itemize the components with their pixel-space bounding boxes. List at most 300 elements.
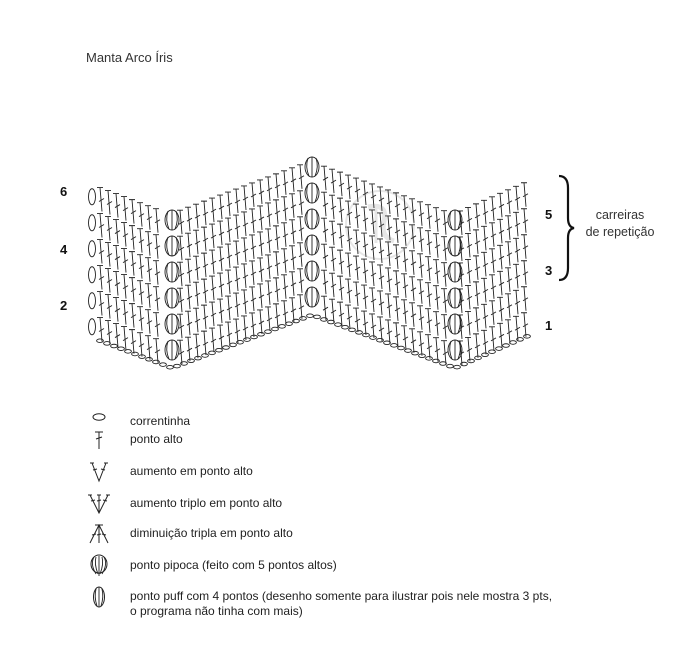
- double-crochet-stitch: [233, 241, 240, 265]
- double-crochet-stitch: [137, 281, 144, 305]
- double-crochet-stitch: [441, 237, 448, 261]
- double-crochet-stitch: [153, 313, 160, 337]
- double-crochet-stitch: [465, 233, 472, 257]
- double-crochet-stitch: [113, 220, 120, 244]
- double-crochet-stitch: [425, 257, 432, 281]
- double-crochet-stitch: [505, 320, 512, 344]
- double-crochet-stitch: [505, 190, 512, 214]
- double-crochet-stitch: [217, 325, 224, 349]
- double-crochet-stitch: [465, 285, 472, 309]
- double-crochet-stitch: [105, 191, 112, 215]
- double-crochet-stitch: [425, 283, 432, 307]
- double-crochet-stitch: [465, 259, 472, 283]
- double-crochet-stitch: [257, 258, 264, 282]
- foundation-chain-stitch: [188, 359, 195, 363]
- popcorn-stitch-detail: [307, 209, 318, 229]
- popcorn-stitch-detail: [307, 287, 318, 307]
- popcorn-stitch-detail: [167, 314, 178, 334]
- double-crochet-stitch: [393, 297, 400, 321]
- legend-label-popcorn: ponto pipoca (feito com 5 pontos altos): [130, 558, 337, 572]
- double-crochet-stitch: [105, 243, 112, 267]
- double-crochet-stitch: [401, 274, 408, 298]
- double-crochet-stitch: [521, 183, 528, 207]
- double-crochet-stitch: [489, 275, 496, 299]
- foundation-chain-stitch: [482, 353, 489, 357]
- double-crochet-stitch: [225, 218, 232, 242]
- repeat-label-line-1: carreiras: [595, 208, 645, 222]
- double-crochet-stitch: [233, 189, 240, 213]
- double-crochet-stitch: [249, 261, 256, 285]
- double-crochet-stitch: [217, 221, 224, 245]
- foundation-chain-stitch: [314, 315, 321, 319]
- foundation-chain-stitch: [286, 322, 293, 326]
- double-crochet-stitch: [185, 285, 192, 309]
- puff-stitch: [89, 293, 96, 309]
- double-crochet-stitch: [177, 210, 184, 234]
- double-crochet-stitch: [265, 229, 272, 253]
- double-crochet-stitch: [145, 310, 152, 334]
- double-crochet-stitch: [281, 197, 288, 221]
- double-crochet-stitch: [97, 240, 104, 264]
- double-crochet-stitch: [201, 201, 208, 225]
- foundation-chain-stitch: [279, 325, 286, 329]
- double-crochet-stitch: [441, 341, 448, 365]
- popcorn-stitch-detail: [450, 236, 461, 256]
- popcorn-stitch-detail: [307, 261, 318, 281]
- double-crochet-stitch: [249, 209, 256, 233]
- puff-stitch: [89, 267, 96, 283]
- double-crochet-stitch: [145, 336, 152, 360]
- double-crochet-stitch: [289, 220, 296, 244]
- popcorn-stitch-icon: [86, 554, 112, 578]
- popcorn-stitch-detail: [450, 288, 461, 308]
- row-number-1: 1: [545, 318, 553, 333]
- row-number-3: 3: [545, 263, 553, 278]
- double-crochet-stitch: [281, 223, 288, 247]
- double-crochet-stitch: [249, 235, 256, 259]
- double-crochet-stitch: [177, 314, 184, 338]
- double-crochet-stitch: [521, 287, 528, 311]
- double-crochet-stitch: [369, 288, 376, 312]
- double-crochet-stitch: [225, 270, 232, 294]
- double-crochet-stitch: [497, 323, 504, 347]
- foundation-chain-stitch: [202, 354, 209, 358]
- popcorn-stitch-detail: [167, 210, 178, 230]
- double-crochet-stitch: [289, 298, 296, 322]
- double-crochet-stitch: [329, 195, 336, 219]
- double-crochet-stitch: [329, 169, 336, 193]
- popcorn-stitch-detail: [450, 262, 461, 282]
- double-crochet-stitch: [513, 212, 520, 236]
- row-number-6: 6: [60, 184, 68, 199]
- double-crochet-stitch: [193, 334, 200, 358]
- double-crochet-stitch: [337, 276, 344, 300]
- double-crochet-stitch: [185, 259, 192, 283]
- foundation-chain-stitch: [146, 357, 153, 361]
- double-crochet-stitch: [481, 252, 488, 276]
- double-crochet-stitch: [273, 226, 280, 250]
- double-crochet-stitch: [505, 294, 512, 318]
- double-crochet-stitch: [257, 180, 264, 204]
- double-crochet-stitch: [249, 287, 256, 311]
- double-crochet-stitch: [105, 295, 112, 319]
- double-crochet-stitch: [217, 247, 224, 271]
- repeat-rows-label: [580, 207, 660, 241]
- double-crochet-stitch: [505, 216, 512, 240]
- double-crochet-stitch: [145, 232, 152, 256]
- double-crochet-stitch: [473, 308, 480, 332]
- foundation-chain-stitch: [300, 317, 307, 321]
- double-crochet-stitch: [409, 277, 416, 301]
- double-crochet-stitch: [377, 265, 384, 289]
- double-crochet-stitch: [217, 299, 224, 323]
- double-crochet-stitch: [473, 334, 480, 358]
- foundation-chain-stitch: [524, 335, 531, 339]
- double-crochet-stitch: [193, 308, 200, 332]
- double-crochet-stitch: [241, 238, 248, 262]
- double-crochet-stitch: [121, 249, 128, 273]
- double-crochet-stitch: [241, 316, 248, 340]
- double-crochet-stitch: [369, 314, 376, 338]
- double-crochet-stitch: [209, 328, 216, 352]
- double-crochet-stitch: [497, 219, 504, 243]
- puff-stitch: [89, 189, 96, 205]
- row-number-4: 4: [60, 242, 68, 257]
- double-crochet-stitch: [329, 247, 336, 271]
- puff-stitch: [89, 319, 96, 335]
- foundation-chain-stitch: [223, 346, 230, 350]
- double-crochet-stitch: [113, 194, 120, 218]
- foundation-chain-stitch: [398, 346, 405, 350]
- double-crochet-stitch: [145, 206, 152, 230]
- double-crochet-stitch: [521, 235, 528, 259]
- double-crochet-stitch: [489, 223, 496, 247]
- double-crochet-stitch: [185, 337, 192, 361]
- foundation-chain-stitch: [258, 333, 265, 337]
- double-crochet-stitch: [297, 191, 304, 215]
- double-crochet-stitch: [417, 280, 424, 304]
- double-crochet-stitch: [513, 264, 520, 288]
- double-crochet-stitch: [281, 275, 288, 299]
- double-crochet-stitch: [233, 293, 240, 317]
- double-crochet-stitch: [497, 193, 504, 217]
- double-crochet-stitch: [185, 233, 192, 257]
- double-crochet-stitch: [209, 198, 216, 222]
- double-crochet-stitch: [433, 208, 440, 232]
- double-crochet-stitch: [329, 299, 336, 323]
- popcorn-stitch-detail: [450, 340, 461, 360]
- double-crochet-stitch: [225, 296, 232, 320]
- foundation-chain-stitch: [118, 347, 125, 351]
- double-crochet-stitch: [361, 285, 368, 309]
- double-crochet-stitch: [521, 261, 528, 285]
- double-crochet-stitch: [481, 304, 488, 328]
- double-crochet-stitch: [265, 307, 272, 331]
- double-crochet-stitch: [153, 209, 160, 233]
- foundation-chain-stitch: [167, 365, 174, 369]
- double-crochet-stitch: [129, 252, 136, 276]
- foundation-chain-stitch: [412, 351, 419, 355]
- double-crochet-stitch: [433, 338, 440, 362]
- double-crochet-stitch: [489, 301, 496, 325]
- foundation-chain-stitch: [356, 331, 363, 335]
- double-crochet-stitch: [193, 256, 200, 280]
- double-crochet-stitch: [281, 301, 288, 325]
- double-crochet-stitch: [441, 289, 448, 313]
- double-crochet-stitch: [233, 215, 240, 239]
- double-crochet-stitch: [481, 278, 488, 302]
- triple-increase-icon: [86, 492, 112, 516]
- double-crochet-stitch: [417, 306, 424, 330]
- double-crochet-stitch: [473, 204, 480, 228]
- double-crochet-stitch: [289, 246, 296, 270]
- double-crochet-stitch: [193, 204, 200, 228]
- double-crochet-stitch: [121, 223, 128, 247]
- watermark-logo: [340, 185, 420, 265]
- double-crochet-stitch: [433, 234, 440, 258]
- double-crochet-stitch: [289, 194, 296, 218]
- triple-decrease-icon: [86, 522, 112, 546]
- double-crochet-stitch: [177, 340, 184, 364]
- double-crochet-stitch: [513, 238, 520, 262]
- double-crochet-stitch: [241, 264, 248, 288]
- double-crochet-stitch: [481, 330, 488, 354]
- double-crochet-stitch: [465, 337, 472, 361]
- double-crochet-stitch: [321, 218, 328, 242]
- double-crochet-stitch: [201, 227, 208, 251]
- foundation-chain-stitch: [230, 343, 237, 347]
- double-crochet-stitch: [217, 195, 224, 219]
- double-crochet-stitch: [433, 286, 440, 310]
- double-crochet-stitch: [241, 290, 248, 314]
- legend-item-inc: [86, 460, 646, 484]
- foundation-chain-stitch: [510, 341, 517, 345]
- double-crochet-stitch: [321, 192, 328, 216]
- double-crochet-stitch: [257, 232, 264, 256]
- foundation-chain-stitch: [174, 364, 181, 368]
- double-crochet-stitch: [377, 317, 384, 341]
- diagram-title: Manta Arco Íris: [86, 50, 173, 65]
- foundation-chain-stitch: [111, 344, 118, 348]
- double-crochet-stitch: [281, 249, 288, 273]
- row-number-5: 5: [545, 207, 553, 222]
- double-crochet-stitch: [201, 279, 208, 303]
- legend-label-inc: aumento em ponto alto: [130, 464, 253, 478]
- double-crochet-stitch: [129, 304, 136, 328]
- double-crochet-stitch: [425, 309, 432, 333]
- double-crochet-stitch: [289, 168, 296, 192]
- popcorn-stitch-detail: [307, 157, 318, 177]
- double-crochet-stitch: [241, 186, 248, 210]
- row-number-2: 2: [60, 298, 68, 313]
- popcorn-stitch-detail: [167, 262, 178, 282]
- double-crochet-stitch: [201, 305, 208, 329]
- double-crochet-stitch: [425, 231, 432, 255]
- double-crochet-stitch: [481, 226, 488, 250]
- double-crochet-stitch: [513, 316, 520, 340]
- double-crochet-stitch: [369, 262, 376, 286]
- double-crochet-stitch: [505, 268, 512, 292]
- double-crochet-stitch: [473, 256, 480, 280]
- double-crochet-stitch: [329, 273, 336, 297]
- popcorn-stitch-detail: [307, 183, 318, 203]
- foundation-chain-stitch: [342, 325, 349, 329]
- double-crochet-stitch: [521, 313, 528, 337]
- legend-label-triple-inc: aumento triplo em ponto alto: [130, 496, 283, 510]
- double-crochet-stitch: [393, 271, 400, 295]
- double-crochet-stitch: [441, 315, 448, 339]
- legend-label-triple-dec: diminuição tripla em ponto alto: [130, 526, 293, 540]
- foundation-chain-stitch: [426, 357, 433, 361]
- foundation-chain-stitch: [503, 344, 510, 348]
- double-crochet-stitch: [177, 236, 184, 260]
- double-crochet-stitch: [265, 255, 272, 279]
- double-crochet-stitch: [441, 263, 448, 287]
- foundation-chain-stitch: [468, 359, 475, 363]
- double-crochet-icon: [86, 428, 112, 452]
- foundation-chain-stitch: [160, 363, 167, 367]
- double-crochet-stitch: [433, 260, 440, 284]
- puff-stitch-icon: [86, 586, 112, 610]
- double-crochet-stitch: [209, 224, 216, 248]
- double-crochet-stitch: [513, 290, 520, 314]
- double-crochet-stitch: [505, 242, 512, 266]
- double-crochet-stitch: [97, 292, 104, 316]
- double-crochet-stitch: [145, 258, 152, 282]
- double-crochet-stitch: [225, 192, 232, 216]
- double-crochet-stitch: [105, 269, 112, 293]
- double-crochet-stitch: [441, 211, 448, 235]
- popcorn-stitch-detail: [167, 340, 178, 360]
- double-crochet-stitch: [433, 312, 440, 336]
- repeat-brace: [556, 174, 576, 282]
- foundation-chain-stitch: [244, 338, 251, 342]
- double-crochet-stitch: [129, 200, 136, 224]
- double-crochet-stitch: [489, 327, 496, 351]
- double-crochet-stitch: [273, 200, 280, 224]
- double-crochet-stitch: [177, 288, 184, 312]
- double-crochet-stitch: [121, 275, 128, 299]
- double-crochet-stitch: [137, 203, 144, 227]
- double-crochet-stitch: [329, 221, 336, 245]
- foundation-chain-stitch: [391, 344, 398, 348]
- foundation-chain-stitch: [132, 352, 139, 356]
- double-crochet-stitch: [321, 166, 328, 190]
- double-crochet-stitch: [473, 282, 480, 306]
- popcorn-stitch-detail: [450, 314, 461, 334]
- double-crochet-stitch: [489, 249, 496, 273]
- double-crochet-stitch: [465, 311, 472, 335]
- double-crochet-stitch: [137, 255, 144, 279]
- double-crochet-stitch: [385, 320, 392, 344]
- double-crochet-stitch: [497, 245, 504, 269]
- double-crochet-stitch: [129, 278, 136, 302]
- legend-label-puff-line-1: ponto puff com 4 pontos (desenho somente para ilustrar pois nele mostra 3 pts,: [130, 589, 553, 603]
- double-crochet-stitch: [297, 295, 304, 319]
- double-crochet-stitch: [225, 322, 232, 346]
- double-crochet-stitch: [409, 303, 416, 327]
- double-crochet-stitch: [113, 246, 120, 270]
- double-crochet-stitch: [137, 229, 144, 253]
- double-crochet-stitch: [321, 296, 328, 320]
- double-crochet-stitch: [209, 250, 216, 274]
- double-crochet-stitch: [177, 262, 184, 286]
- double-crochet-stitch: [97, 214, 104, 238]
- double-crochet-stitch: [153, 261, 160, 285]
- double-crochet-stitch: [401, 300, 408, 324]
- puff-stitch: [89, 241, 96, 257]
- double-crochet-stitch: [257, 310, 264, 334]
- double-crochet-stitch: [97, 318, 104, 342]
- double-crochet-stitch: [121, 197, 128, 221]
- legend-item-puff: [86, 586, 646, 620]
- double-crochet-stitch: [113, 272, 120, 296]
- double-crochet-stitch: [353, 282, 360, 306]
- double-crochet-stitch: [153, 339, 160, 363]
- double-crochet-stitch: [225, 244, 232, 268]
- double-crochet-stitch: [249, 313, 256, 337]
- double-crochet-stitch: [385, 268, 392, 292]
- double-crochet-stitch: [521, 209, 528, 233]
- double-crochet-stitch: [425, 205, 432, 229]
- double-crochet-stitch: [273, 304, 280, 328]
- foundation-chain-stitch: [307, 314, 314, 318]
- double-crochet-stitch: [481, 200, 488, 224]
- double-crochet-stitch: [217, 273, 224, 297]
- double-crochet-stitch: [105, 321, 112, 345]
- legend-item-triple-dec: [86, 522, 646, 546]
- double-crochet-stitch: [265, 281, 272, 305]
- foundation-chain-stitch: [447, 364, 454, 368]
- legend-label-puff-line-2: o programa não tinha com mais): [130, 604, 303, 618]
- double-crochet-stitch: [121, 301, 128, 325]
- double-crochet-stitch: [425, 335, 432, 359]
- double-crochet-stitch: [513, 186, 520, 210]
- double-crochet-stitch: [497, 271, 504, 295]
- double-crochet-stitch: [273, 278, 280, 302]
- double-crochet-stitch: [321, 244, 328, 268]
- repeat-label-line-2: de repetição: [585, 225, 655, 239]
- foundation-chain-stitch: [496, 347, 503, 351]
- double-crochet-stitch: [193, 282, 200, 306]
- foundation-chain-stitch: [335, 323, 342, 327]
- double-crochet-stitch: [113, 298, 120, 322]
- double-crochet-stitch: [297, 165, 304, 189]
- double-crochet-stitch: [185, 311, 192, 335]
- double-crochet-stitch: [273, 252, 280, 276]
- double-crochet-stitch: [201, 331, 208, 355]
- legend-item-triple-inc: [86, 492, 646, 516]
- double-crochet-stitch: [201, 253, 208, 277]
- double-crochet-stitch: [193, 230, 200, 254]
- legend-label-chain: correntinha: [130, 414, 191, 428]
- double-crochet-stitch: [257, 206, 264, 230]
- double-crochet-stitch: [297, 217, 304, 241]
- foundation-chain-stitch: [272, 327, 279, 331]
- double-crochet-stitch: [473, 230, 480, 254]
- legend-item-dc: [86, 428, 646, 452]
- double-crochet-stitch: [209, 276, 216, 300]
- foundation-chain-stitch: [216, 348, 223, 352]
- puff-stitch: [89, 215, 96, 231]
- double-crochet-stitch: [185, 207, 192, 231]
- double-crochet-stitch: [497, 297, 504, 321]
- double-crochet-stitch: [489, 197, 496, 221]
- double-crochet-stitch: [265, 177, 272, 201]
- double-crochet-stitch: [233, 267, 240, 291]
- double-crochet-stitch: [465, 207, 472, 231]
- double-crochet-stitch: [265, 203, 272, 227]
